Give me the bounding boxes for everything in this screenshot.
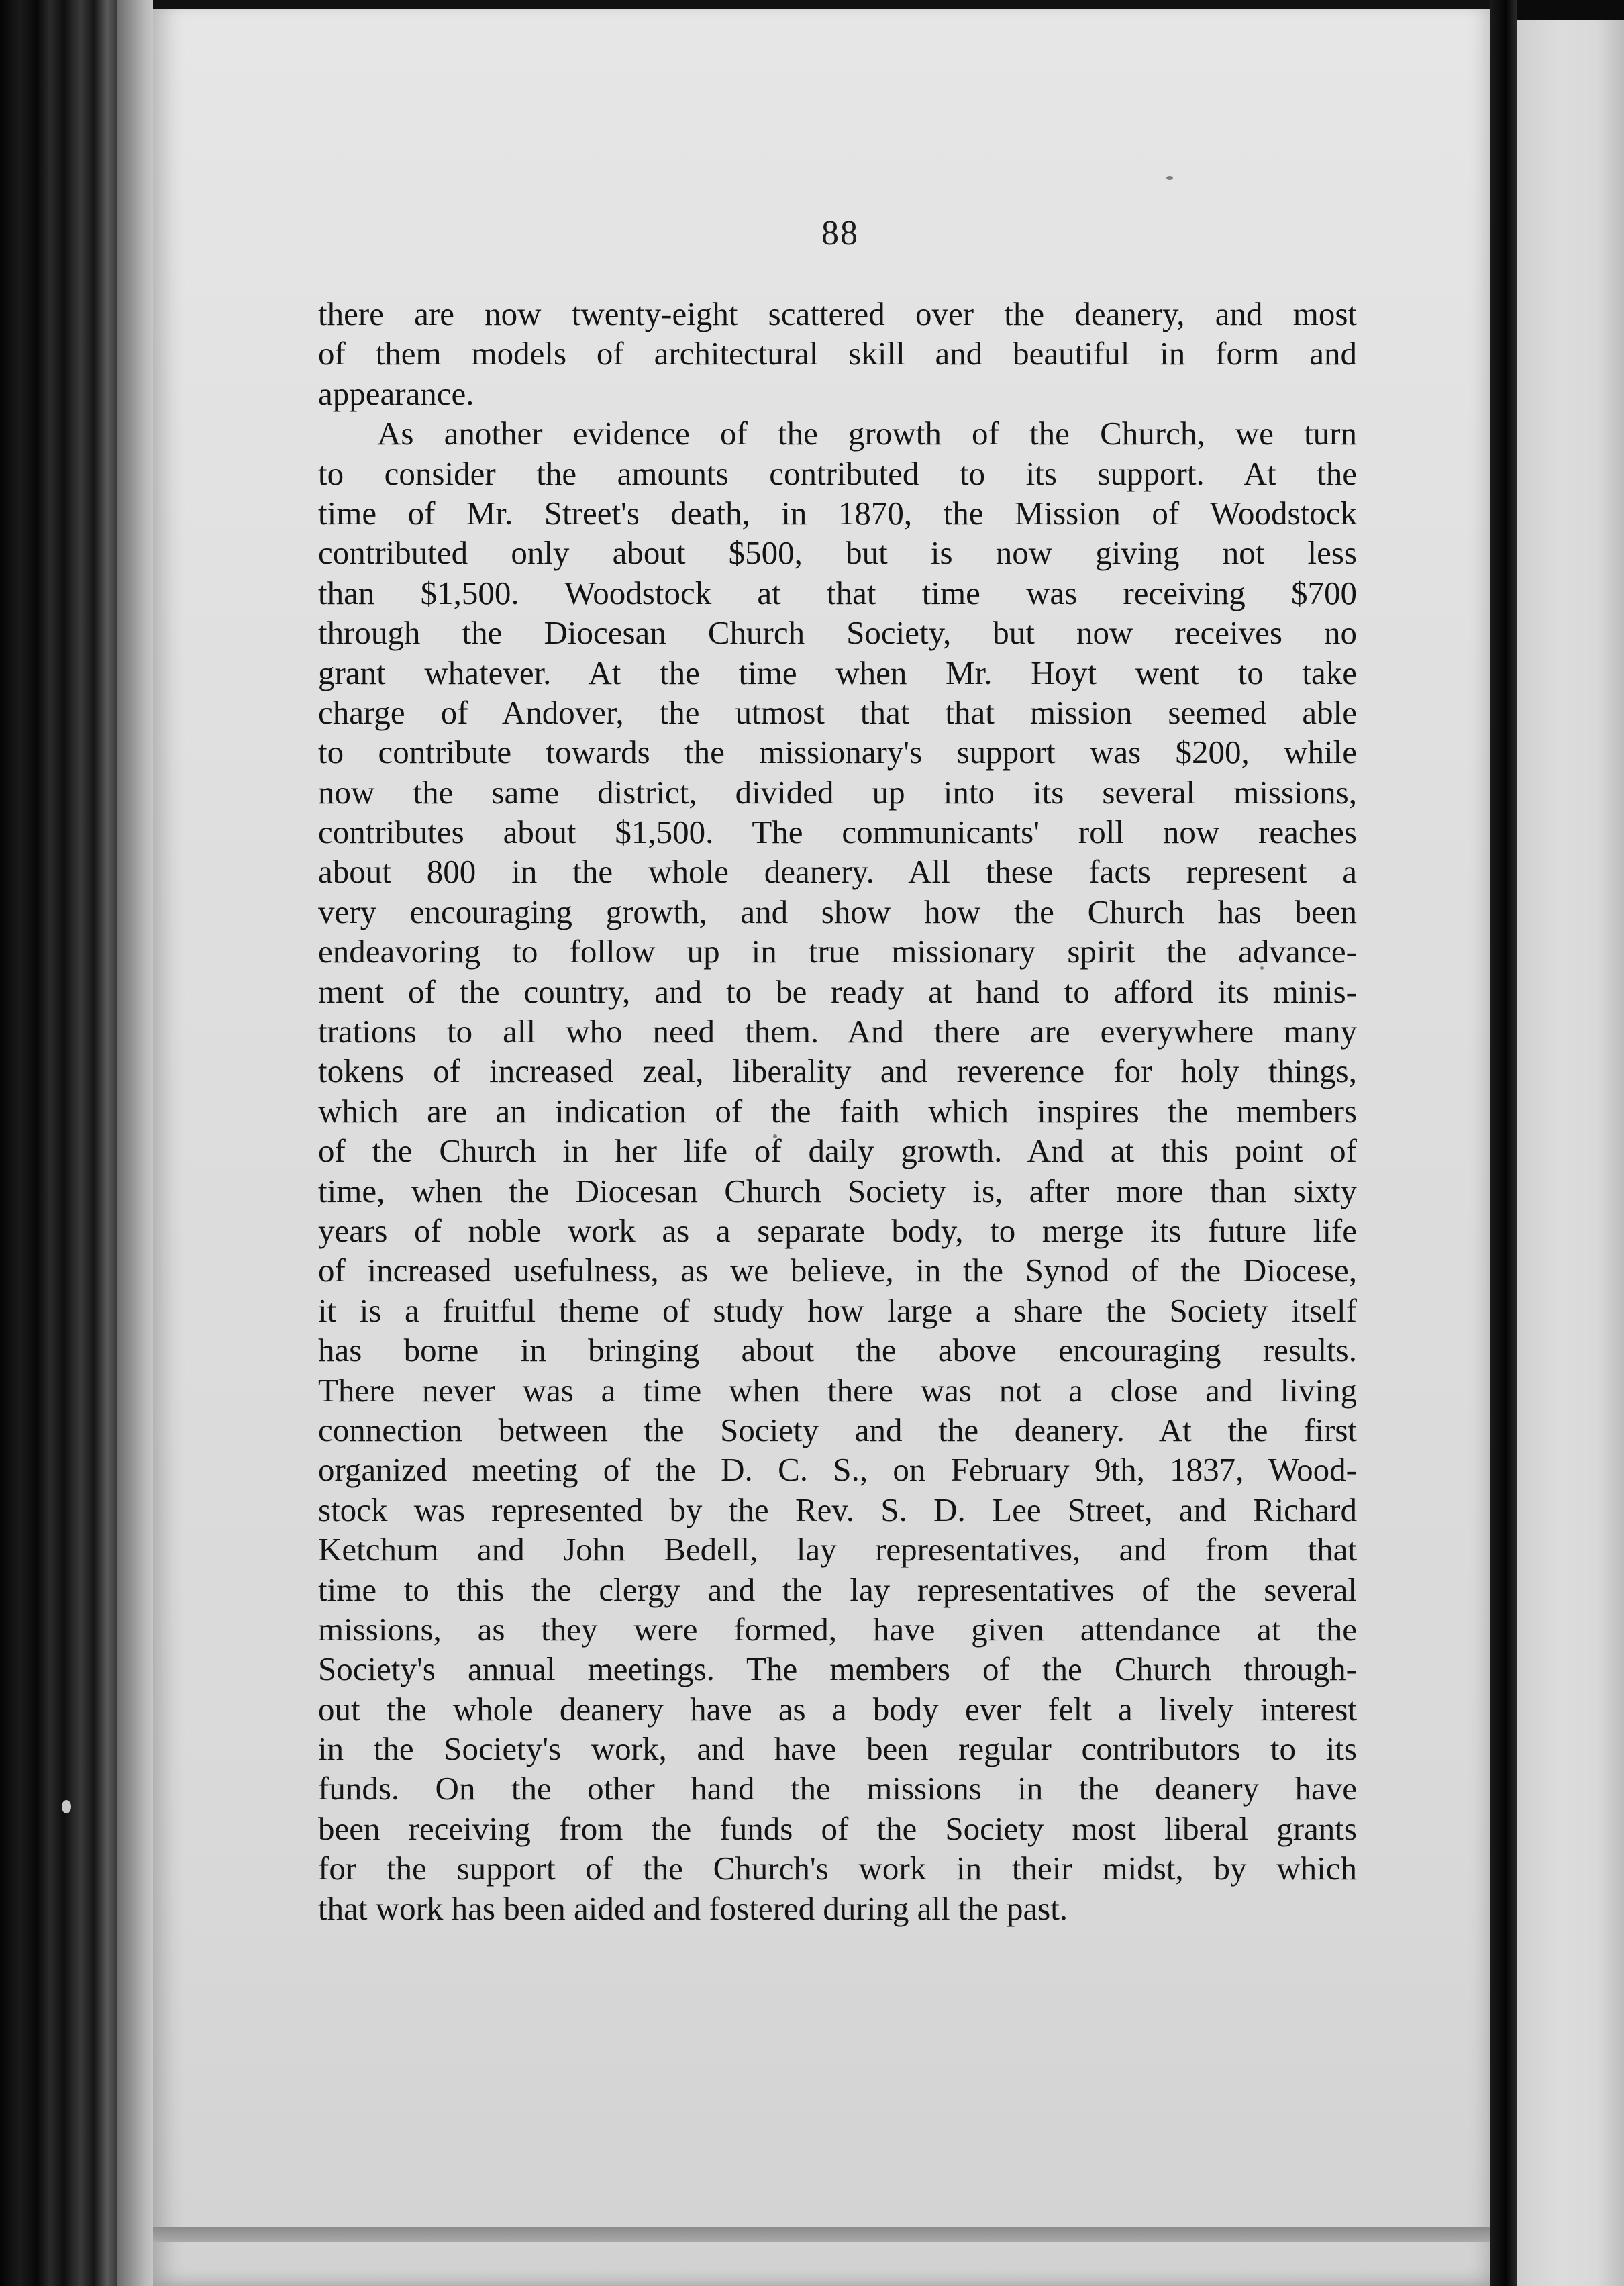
scan-speck [62, 1800, 71, 1813]
text-line: missions, as they were formed, have given attendance at the [318, 1610, 1357, 1648]
text-line: been receiving from the funds of the Society most liberal grants [318, 1809, 1357, 1847]
page-bottom-edge [153, 2227, 1490, 2242]
text-line: Society's annual meetings. The members of the Church through- [318, 1650, 1357, 1688]
body-text [318, 294, 1357, 1928]
page-top-edge [153, 0, 1490, 9]
text-line: contributes about $1,500. The communicants' roll now reaches [318, 813, 1357, 851]
text-line: grant whatever. At the time when Mr. Hoyt went to take [318, 654, 1357, 691]
text-line: of the Church in her life of daily growth. And at this point of [318, 1132, 1357, 1170]
page-gutter [1490, 0, 1517, 2286]
page-number: 88 [821, 214, 859, 252]
text-line: endeavoring to follow up in true missionary spirit the advance- [318, 933, 1357, 971]
facing-page-fold [1597, 20, 1624, 2286]
text-line: stock was represented by the Rev. S. D. Lee Street, and Richard [318, 1491, 1357, 1528]
text-line: As another evidence of the growth of the Church, we turn [377, 415, 1357, 452]
scan-speck [1166, 176, 1173, 180]
text-line: trations to all who need them. And there are everywhere many [318, 1013, 1357, 1050]
paragraph [318, 413, 1357, 1928]
text-line: in the Society's work, and have been regular contributors to its [318, 1730, 1357, 1768]
text-line: through the Diocesan Church Society, but now receives no [318, 614, 1357, 652]
text-line: time to this the clergy and the lay representatives of the several [318, 1571, 1357, 1608]
text-line: about 800 in the whole deanery. All these facts represent a [318, 853, 1357, 891]
text-line: time of Mr. Street's death, in 1870, the Mission of Woodstock [318, 494, 1357, 532]
text-line: organized meeting of the D. C. S., on February 9th, 1837, Wood- [318, 1451, 1357, 1489]
text-line: of them models of architectural skill and beautiful in form and [318, 335, 1357, 372]
text-line: Ketchum and John Bedell, lay representatives, and from that [318, 1531, 1357, 1569]
text-line: very encouraging growth, and show how the Church has been [318, 893, 1357, 930]
text-line: There never was a time when there was not a close and living [318, 1371, 1357, 1409]
text-line: years of noble work as a separate body, to merge its future life [318, 1211, 1357, 1249]
text-line: that work has been aided and fostered during all the past. [318, 1889, 1068, 1927]
text-line: it is a fruitful theme of study how large a share the Society itself [318, 1291, 1357, 1329]
text-line: out the whole deanery have as a body ever felt a lively interest [318, 1690, 1357, 1728]
text-line: connection between the Society and the deanery. At the first [318, 1411, 1357, 1448]
text-line: now the same district, divided up into its several missions, [318, 773, 1357, 811]
text-line: to contribute towards the missionary's support was $200, while [318, 734, 1357, 771]
text-line: appearance. [318, 375, 474, 412]
text-line: tokens of increased zeal, liberality and reverence for holy things, [318, 1052, 1357, 1090]
text-line: charge of Andover, the utmost that that mission seemed able [318, 693, 1357, 731]
text-line: of increased usefulness, as we believe, in the Synod of the Diocese, [318, 1252, 1357, 1289]
text-line: to consider the amounts contributed to its support. At the [318, 454, 1357, 492]
text-line: ment of the country, and to be ready at hand to afford its minis- [318, 973, 1357, 1010]
text-line: for the support of the Church's work in their midst, by which [318, 1850, 1357, 1887]
binding-edge [117, 0, 158, 2286]
text-line: which are an indication of the faith which inspires the members [318, 1092, 1357, 1130]
text-line: than $1,500. Woodstock at that time was receiving $700 [318, 574, 1357, 611]
text-line: time, when the Diocesan Church Society is, after more than sixty [318, 1172, 1357, 1209]
text-line: funds. On the other hand the missions in the deanery have [318, 1770, 1357, 1807]
paragraph [318, 294, 1357, 413]
text-line: contributed only about $500, but is now giving not less [318, 534, 1357, 572]
text-line: has borne in bringing about the above encouraging results. [318, 1332, 1357, 1369]
text-line: there are now twenty-eight scattered over the deanery, and most [318, 295, 1357, 332]
